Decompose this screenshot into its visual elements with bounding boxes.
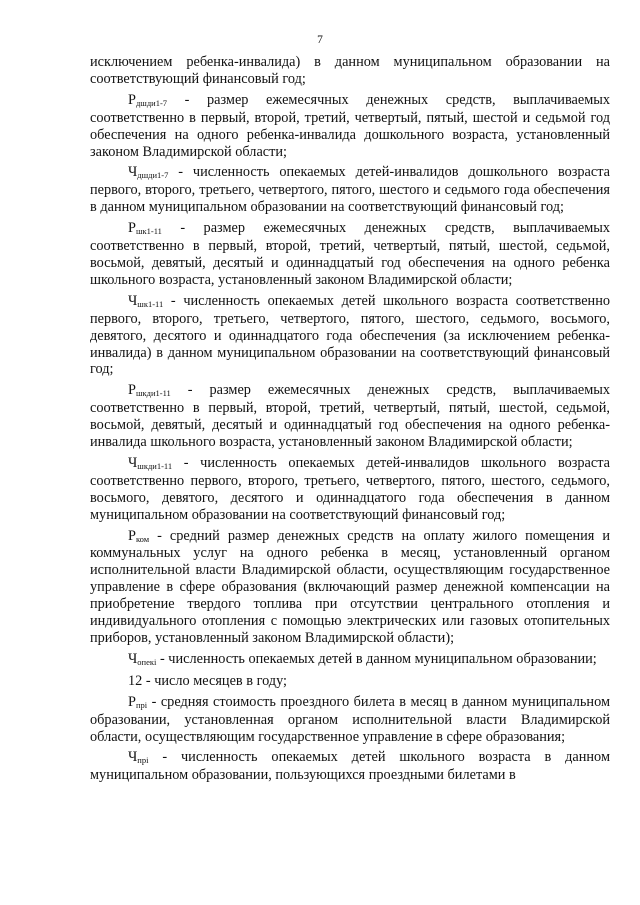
formula-symbol: Ч bbox=[128, 650, 138, 667]
paragraph-r-kom bbox=[90, 528, 610, 647]
paragraph-text: - численность опекаемых детей-инвалидов школьного возраста соответственно первого, второго, третьего, четвертого, пятого, шестого, седьмого, восьмого, девятого, десятого и одиннадцатого года обеспечения в данном муниципальном образовании на соответствующий финансовый год; bbox=[90, 454, 610, 523]
paragraph-text: исключением ребенка-инвалида) в данном муниципальном образовании на соответствующий финансовый год; bbox=[90, 54, 610, 87]
formula-subscript: шк1-11 bbox=[137, 298, 164, 309]
formula-symbol: Р bbox=[128, 693, 136, 710]
formula-subscript: прi bbox=[137, 755, 149, 766]
paragraph-ch-pr bbox=[90, 749, 610, 784]
formula-subscript: ком bbox=[135, 533, 150, 544]
paragraph-text: - средняя стоимость проездного билета в месяц в данном муниципальном образовании, установленная органом исполнительной власти Владимирской области, осуществляющим государственное управление в сфере образования; bbox=[90, 693, 610, 745]
formula-symbol: Ч bbox=[128, 292, 138, 309]
paragraph-text: - средний размер денежных средств на оплату жилого помещения и коммунальных услуг на одного ребенка в месяц, установленный органом исполнительной власти Владимирской области, осуществляющим государственное управление в сфере образования (включающий размер денежной компенсации на приобретение твердого топлива при отсутствии центрального отопления и индивидуального отопления с помощью электрических или газовых отопительных приборов, установленный законом Владимирской области); bbox=[90, 527, 610, 646]
formula-symbol: Р bbox=[128, 220, 136, 237]
formula-subscript: прi bbox=[135, 699, 148, 710]
formula-subscript: шк1-11 bbox=[135, 226, 162, 237]
paragraph-text: - размер ежемесячных денежных средств, выплачиваемых соответственно в первый, второй, третий, четвертый, пятый, шестой, седьмой, восьмой, девятый, десятый и одиннадцатый год обеспечения на одного ребенка-инвалида школьного возраста, установленный законом Владимирской области; bbox=[90, 382, 610, 451]
formula-subscript: опекi bbox=[137, 656, 157, 667]
paragraph-text: - численность опекаемых детей в данном муниципальном образовании; bbox=[156, 650, 597, 667]
paragraph-text: - численность опекаемых детей-инвалидов дошкольного возраста первого, второго, третьего, четвертого, пятого, шестого и седьмого года обеспечения в данном муниципальном образовании на соответствующий финансовый год; bbox=[90, 164, 610, 216]
paragraph-continuation bbox=[90, 54, 610, 88]
formula-symbol: Р bbox=[128, 91, 136, 108]
paragraph-text: - размер ежемесячных денежных средств, выплачиваемых соответственно в первый, второй, третий, четвертый, пятый, шестой, седьмой, восьмой, девятый, десятый и одиннадцатый год обеспечения на одного ребенка школьного возраста, установленный законом Владимирской области; bbox=[90, 220, 610, 288]
paragraph-ch-shk bbox=[90, 293, 610, 379]
paragraph-ch-shkdi bbox=[90, 455, 610, 524]
formula-symbol: Ч bbox=[128, 164, 138, 181]
formula-symbol: Р bbox=[128, 382, 136, 399]
paragraph-text: - размер ежемесячных денежных средств, выплачиваемых соответственно в первый, второй, третий, четвертый, пятый, шестой и седьмой год обеспечения на одного ребенка-инвалида дошкольного возраста, установленный законом Владимирской области; bbox=[90, 91, 610, 160]
paragraph-text: - численность опекаемых детей школьного возраста соответственно первого, второго, третьего, четвертого, пятого, шестого, седьмого, восьмого, девятого, десятого и одиннадцатого года обеспечения (за исключением ребенка-инвалида) в данном муниципальном образовании на соответствующий финансовый год; bbox=[90, 292, 610, 378]
formula-subscript: шкди1-11 bbox=[137, 460, 173, 471]
paragraph-r-dshdi bbox=[90, 92, 610, 161]
document-body bbox=[90, 54, 610, 788]
paragraph-months bbox=[90, 673, 610, 690]
formula-symbol: Ч bbox=[128, 749, 138, 766]
paragraph-r-shk bbox=[90, 220, 610, 289]
page-number: 7 bbox=[317, 34, 323, 46]
formula-subscript: дшди1-7 bbox=[135, 97, 168, 108]
paragraph-ch-opek bbox=[90, 651, 610, 669]
formula-subscript: шкди1-11 bbox=[135, 388, 171, 399]
paragraph-r-shkdi bbox=[90, 382, 610, 451]
formula-symbol: Р bbox=[128, 527, 136, 544]
formula-symbol: Ч bbox=[128, 454, 138, 471]
paragraph-text: - численность опекаемых детей школьного возраста в данном муниципальном образовании, пользующихся проездными билетами в bbox=[90, 749, 610, 784]
paragraph-ch-dshdi bbox=[90, 164, 610, 216]
paragraph-text: 12 - число месяцев в году; bbox=[128, 672, 288, 689]
formula-subscript: дшди1-7 bbox=[137, 170, 169, 181]
paragraph-r-pr bbox=[90, 694, 610, 746]
